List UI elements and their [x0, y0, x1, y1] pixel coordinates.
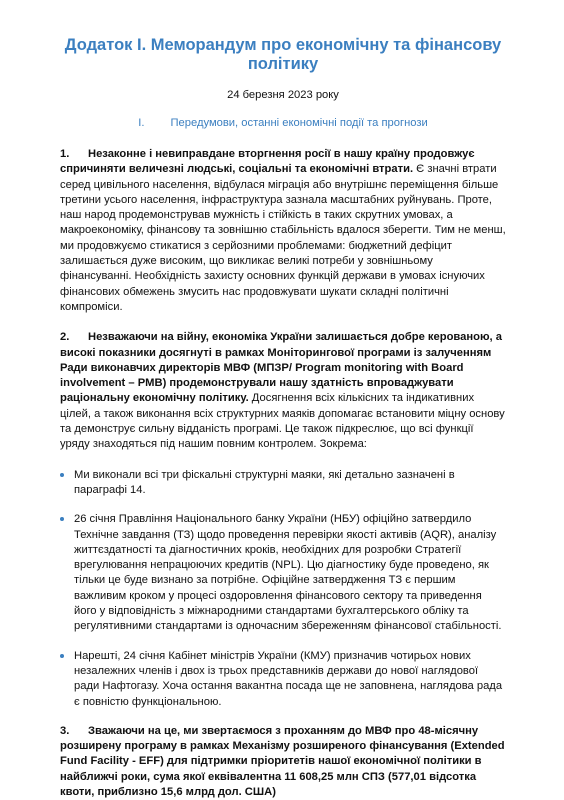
paragraph-number: 1.	[60, 148, 70, 160]
paragraph-body: Є значні втрати серед цивільного населення, відбулася міграція або внутрішнє переміщення більше третини усього населення, інфраструктура зазнала масштабних руйнувань. Проте, наш народ продемонстрував мужність і стійкість в таких скрутних умовах, а макроекономіку, фінансову та зовнішню стабільність вдалося зберегти. Тим не менш, ми продовжуємо стикатися з серйозними проблемами: бюджетний дефіцит залишається дуже високим, що викликає великі потреби у зовнішньому фінансуванні. Необхідність захисту основних функцій держави в умовах існуючих фінансових обмежень змусить нас продовжувати шукати складні політичні компроміси.	[60, 163, 506, 313]
document-title: Додаток I. Меморандум про економічну та фінансову політику	[64, 36, 502, 73]
list-item-text: Нарешті, 24 січня Кабінет міністрів України (КМУ) призначив чотирьох нових незалежних членів і двох із трьох представників держави до нової наглядової ради Нафтогазу. Хоча остання вакантна посада ще не заповнена, наглядова рада є повністю функціональною.	[74, 649, 503, 708]
paragraph-3	[60, 724, 506, 800]
section-heading	[60, 116, 506, 130]
paragraph-lead: Зважаючи на це, ми звертаємося з проханням до МВФ про 48-місячну розширену програму в рамках Механізму розширеного фінансування (Extended Fund Facility - EFF) для підтримки пріоритетів нашої економічної політики в найближчі роки, сума якої еквівалентна 11 608,25 млн СПЗ (577,01 відсотка квоти, приблизно 15,6 млрд дол. США)	[60, 724, 505, 798]
list-item	[60, 512, 506, 634]
paragraph-1	[60, 147, 506, 315]
bullet-list	[60, 468, 506, 710]
paragraph-number: 2.	[60, 331, 70, 344]
document-date: 24 березня 2023 року	[227, 89, 339, 101]
bullet-icon	[60, 517, 64, 521]
paragraph-number: 3.	[60, 724, 70, 737]
list-item-text: 26 січня Правління Національного банку України (НБУ) офіційно затвердило Технічне завдання (ТЗ) щодо проведення перевірки якості активів (AQR), аналізу життєздатності та діагностичних кроків, необхідних для розробки Стратегії врегулювання непрацюючих кредитів (NPL). Цю діагностику буде проведено, як тільки це буде визнано за потрібне. Офіційне затвердження ТЗ є першим важливим кроком у процесі оздоровлення фінансового сектору та приведення його у відповідність з міжнародними стандартами бухгалтерського обліку та регулятивними стандартами із одночасним збереженням фінансової стабільності.	[74, 513, 502, 633]
paragraph-2	[60, 330, 506, 452]
section-number: I.	[138, 117, 145, 129]
list-item	[60, 468, 506, 499]
list-item	[60, 649, 506, 710]
paragraph-lead: Незважаючи на війну, економіка України залишається добре керованою, а високі показники досягнуті в рамках Моніторингової програми із залученням Ради виконавчих директорів МВФ (МПЗР/ Program monitoring with Board involvement – PMB) продемонстрували нашу здатність впроваджувати раціональну економічну політику.	[60, 331, 502, 405]
paragraph-body: Досягнення всіх кількісних та індикативних цілей, а також виконання всіх структурних маяків допомагає встановити міцну основу та демонструє сильну відданість програмі. Це також підкреслює, що всі функції уряду знаходяться під нашим повним контролем. Зокрема:	[60, 392, 505, 451]
bullet-icon	[60, 473, 64, 477]
bullet-icon	[60, 654, 64, 658]
section-title: Передумови, останні економічні події та прогнози	[170, 117, 428, 129]
paragraph-lead: Незаконне і невиправдане вторгнення росії в нашу країну продовжує спричиняти величезні людські, соціальні та економічні втрати.	[60, 148, 475, 176]
list-item-text: Ми виконали всі три фіскальні структурні маяки, які детально зазначені в параграфі 14.	[74, 468, 455, 496]
